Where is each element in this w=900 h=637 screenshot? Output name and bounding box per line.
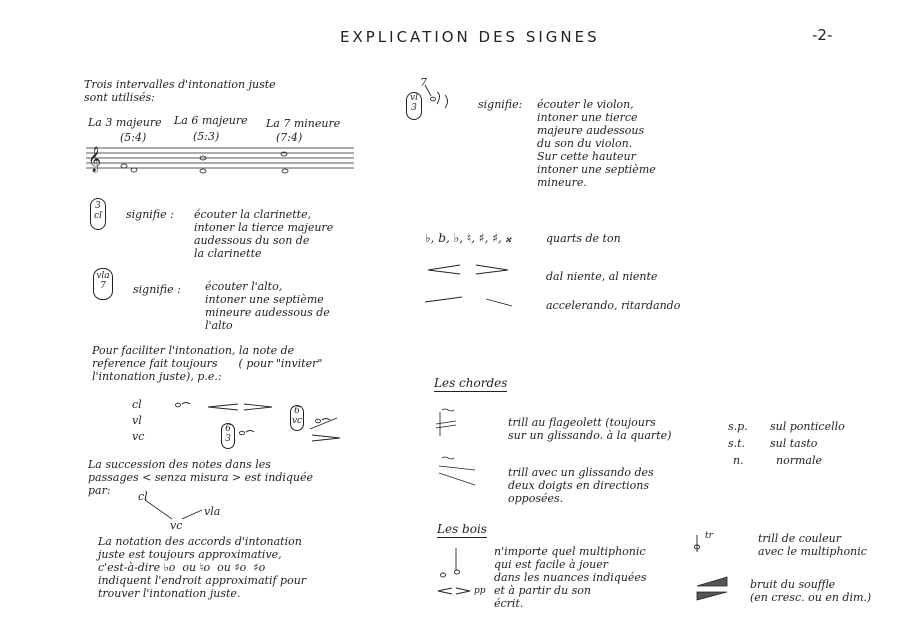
trill-flageolett-text: trill au flageolett (toujours sur un glissando. à la quarte): [508, 416, 672, 442]
multiphonic-text: n'importe quel multiphonic qui est facile à jouer dans les nuances indiquées et à partir du son écrit.: [494, 545, 647, 610]
viola-badge: vla 7: [93, 268, 113, 300]
bow-abbr-sp: s.p.: [728, 420, 748, 433]
chord-notation-text: La notation des accords d'intonation juste est toujours approximative, c'est-à-dire ♭o ou ♮o ou ♯o ♯o indiquent l'endroit approximatif pour trouver l'intonation juste.: [98, 535, 307, 600]
interval-name-3: La 7 mineure: [266, 117, 341, 130]
trill-glissando-text: trill avec un glissando des deux doigts en directions opposées.: [508, 466, 654, 505]
clarinet-signifie: signifie :: [126, 208, 174, 221]
staff-label-vc: vc: [132, 430, 145, 443]
niente-hairpins: [425, 265, 512, 306]
winds-heading: Les bois: [437, 522, 487, 536]
example-badge-6-3: 6 3: [221, 423, 235, 449]
succession-label-vla: vla: [204, 505, 221, 518]
facilitate-text: Pour faciliter l'intonation, la note de reference fait toujours ( pour "inviter" l'intonation juste), p.e.:: [92, 344, 323, 383]
intervals-intro: Trois intervalles d'intonation juste sont utilisés:: [84, 78, 276, 104]
svg-text:𝄞: 𝄞: [88, 147, 102, 172]
quarter-tones-label: quarts de ton: [546, 232, 621, 245]
staff-label-cl: cl: [132, 398, 142, 411]
bow-meaning-n: normale: [776, 454, 822, 467]
trill-symbols: [436, 409, 475, 485]
breath-wedges: [697, 577, 727, 600]
interval-name-1: La 3 majeure: [88, 116, 162, 129]
strings-heading: Les chordes: [434, 376, 508, 390]
bow-abbr-st: s.t.: [728, 437, 746, 450]
page-title: EXPLICATION DES SIGNES: [340, 28, 600, 46]
clarinet-badge: 3 cl: [90, 198, 106, 230]
succession-label-vc: vc: [170, 519, 183, 532]
page-number: -2-: [812, 26, 833, 44]
violin-example-notes: [425, 85, 448, 108]
trill-color-mark: tr: [705, 531, 713, 541]
violin-number: 7: [420, 76, 427, 89]
violin-badge: vl 3: [406, 92, 422, 120]
niente-label: dal niente, al niente: [546, 270, 658, 283]
succession-text: La succession des notes dans les passages < senza misura > est indiquée par:: [88, 458, 314, 497]
clarinet-explanation: écouter la clarinette, intoner la tierce majeure audessous du son de la clarinette: [194, 208, 334, 260]
succession-label-cl: cl: [138, 490, 148, 503]
interval-ratio-3: (7:4): [276, 131, 303, 144]
succession-lines: [145, 500, 202, 519]
trill-color-text: trill de couleur avec le multiphonic: [758, 532, 867, 558]
staff-label-vl: vl: [132, 414, 142, 427]
multiphonic-dynamic: pp: [474, 586, 486, 596]
violin-signifie: signifie:: [478, 98, 523, 111]
viola-explanation: écouter l'alto, intoner une septième mineure audessous de l'alto: [205, 280, 330, 332]
bow-meaning-st: sul tasto: [770, 437, 818, 450]
interval-ratio-1: (5:4): [120, 131, 147, 144]
interval-name-2: La 6 majeure: [174, 114, 248, 127]
tempo-change-label: accelerando, ritardando: [546, 299, 681, 312]
bow-abbr-n: n.: [733, 454, 744, 467]
bow-meaning-sp: sul ponticello: [770, 420, 845, 433]
interval-staff: [86, 146, 354, 173]
breath-noise-text: bruit du souffle (en cresc. ou en dim.): [750, 578, 872, 604]
example-badge-6vc: 6 vc: [290, 405, 304, 431]
example-hairpins: [176, 403, 341, 442]
violin-explanation: écouter le violon, intoner une tierce majeure audessous du son du violon. Sur cette hauteur intoner une septième mineure.: [537, 98, 656, 189]
interval-ratio-2: (5:3): [193, 130, 220, 143]
viola-signifie: signifie :: [133, 283, 181, 296]
quarter-tone-accidentals: ♭, b, ♭, ♮, ♯, ♯, 𝄪: [425, 231, 512, 245]
